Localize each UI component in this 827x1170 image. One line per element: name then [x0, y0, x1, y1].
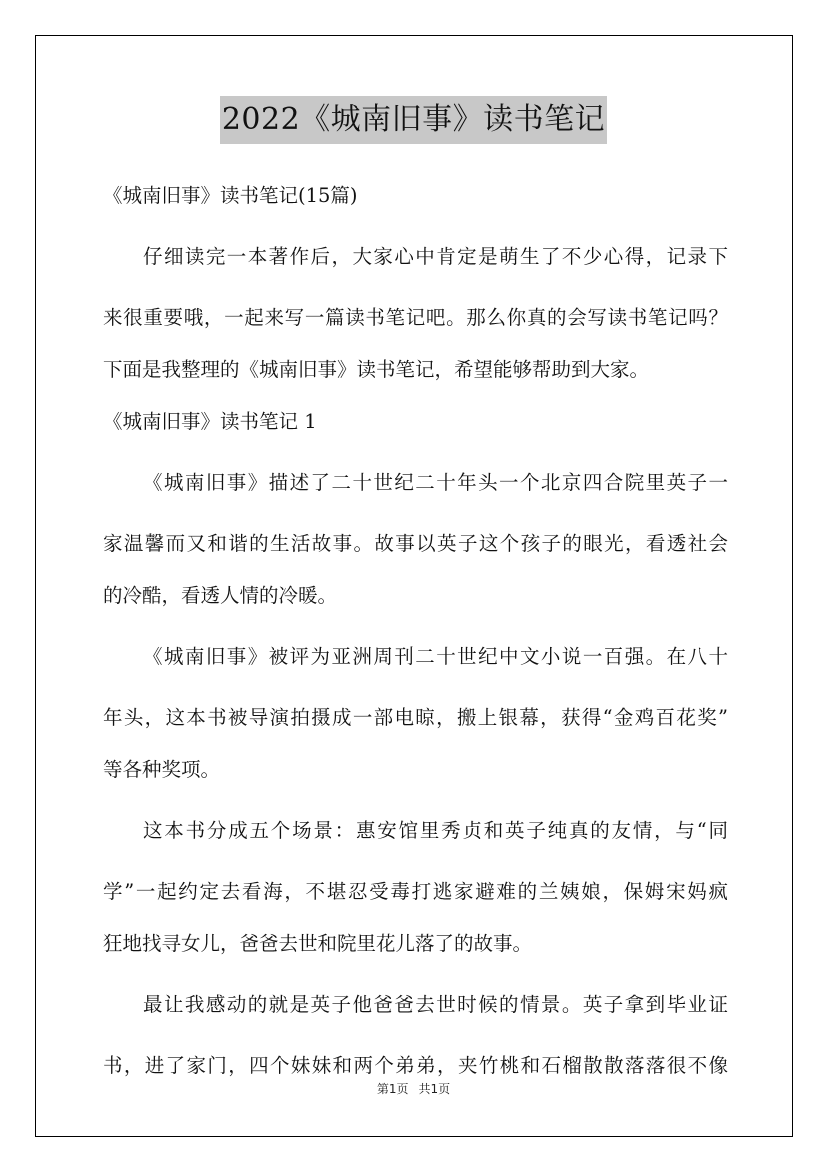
page-total: 共1页 — [418, 1082, 451, 1096]
paragraph-line: 狂地找寻女儿，爸爸去世和院里花儿落了的故事。 — [103, 932, 533, 955]
paragraph-line: 的冷酷，看透人情的冷暖。 — [103, 584, 338, 607]
paragraph-line: 年头，这本书被导演拍摄成一部电晾，搬上银幕，获得“金鸡百花奖” — [103, 706, 728, 729]
subtitle-line: 《城南旧事》读书笔记(15篇) — [103, 184, 358, 207]
paragraph-line: 书，进了家门，四个妹妹和两个弟弟，夹竹桃和石榴散散落落很不像 — [103, 1054, 728, 1077]
document-title: 2022《城南旧事》读书笔记 — [220, 96, 607, 144]
paragraph-line: 来很重要哦，一起来写一篇读书笔记吧。那么你真的会写读书笔记吗？ — [103, 306, 728, 329]
section-heading: 《城南旧事》读书笔记 1 — [103, 410, 317, 433]
paragraph-line: 这本书分成五个场景：惠安馆里秀贞和英子纯真的友情，与“同 — [143, 819, 728, 842]
document-body — [103, 170, 728, 1092]
paragraph-line: 家温馨而又和谐的生活故事。故事以英子这个孩子的眼光，看透社会 — [103, 532, 728, 555]
paragraph-line: 下面是我整理的《城南旧事》读书笔记，希望能够帮助到大家。 — [103, 358, 650, 381]
paragraph-line: 最让我感动的就是英子他爸爸去世时候的情景。英子拿到毕业证 — [143, 993, 728, 1016]
paragraph-line: 等各种奖项。 — [103, 758, 221, 781]
paragraph-line: 《城南旧事》被评为亚洲周刊二十世纪中文小说一百强。在八十 — [143, 645, 728, 668]
title-container — [0, 96, 827, 144]
paragraph-line: 仔细读完一本著作后，大家心中肯定是萌生了不少心得，记录下 — [143, 245, 728, 268]
paragraph-line: 《城南旧事》描述了二十世纪二十年头一个北京四合院里英子一 — [143, 471, 728, 494]
page-footer — [0, 1080, 827, 1097]
page-number: 第1页 — [376, 1082, 409, 1096]
paragraph-line: 学”一起约定去看海，不堪忍受毒打逃家避难的兰姨娘，保姆宋妈疯 — [103, 880, 728, 903]
